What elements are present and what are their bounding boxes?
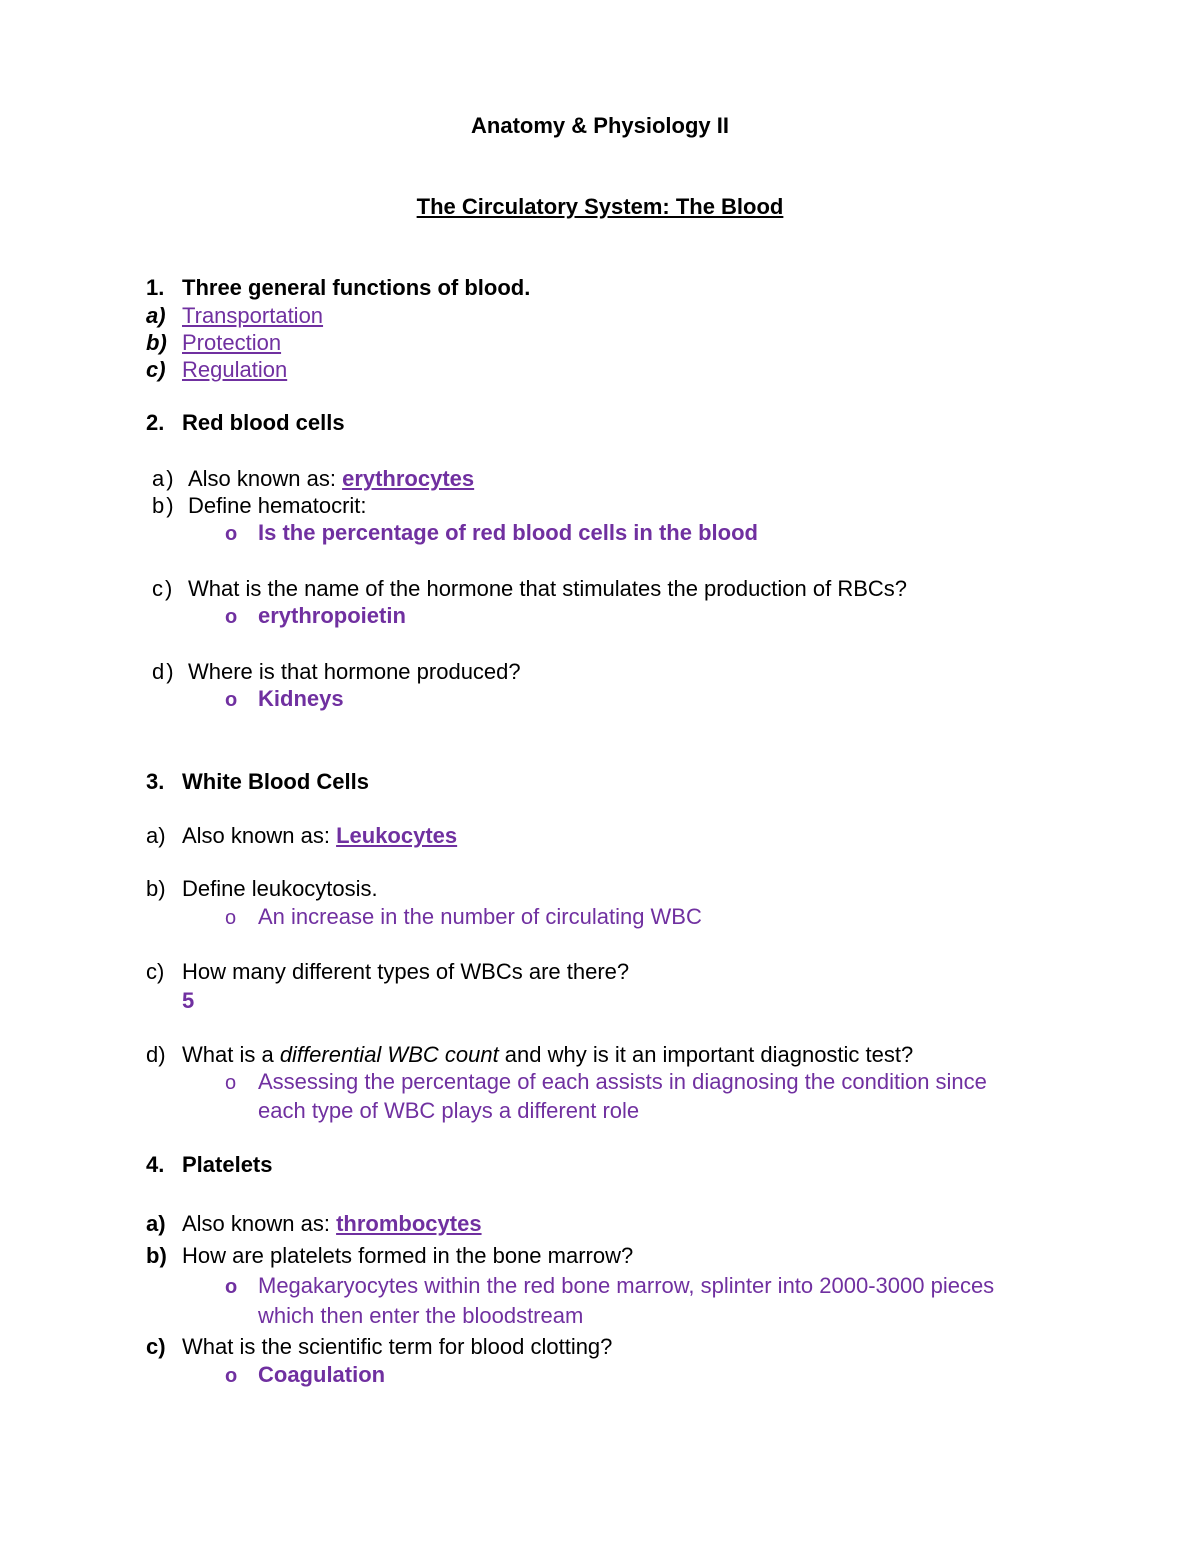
s2-question-b: [152, 492, 367, 520]
s1-item-b: [146, 329, 281, 357]
section-number: 1.: [146, 275, 165, 300]
s3-question-c: [146, 958, 629, 986]
question-text: and why is it an important diagnostic test?: [498, 1042, 914, 1067]
question-text: Also known as:: [182, 1211, 337, 1236]
section-2-heading: [146, 409, 345, 437]
section-3-heading: [146, 768, 369, 796]
bullet-icon: o: [225, 1365, 238, 1387]
question-text: What is a: [182, 1042, 280, 1067]
question-text: Also known as:: [188, 466, 343, 491]
section-number: 2.: [146, 410, 165, 435]
question-text: Where is that hormone produced?: [188, 659, 521, 684]
bullet-icon: o: [225, 1276, 238, 1298]
bullet-icon: o: [225, 606, 238, 628]
heading-text: Three general functions of blood.: [182, 275, 531, 300]
heading-text: White Blood Cells: [182, 769, 369, 794]
item-label: a): [152, 466, 176, 491]
s4-question-a: [146, 1210, 482, 1238]
s4-question-b: [146, 1242, 633, 1270]
s2-answer-d: Kidneys: [258, 686, 344, 711]
section-number: 4.: [146, 1152, 165, 1177]
s3-answer-d-line1: Assessing the percentage of each assists in diagnosing the condition since: [258, 1069, 987, 1094]
item-label: d): [152, 659, 176, 684]
doc-title: Anatomy & Physiology II: [471, 113, 729, 138]
bullet-icon: o: [225, 523, 238, 545]
item-label: a): [146, 303, 166, 328]
s2-question-d: [152, 658, 521, 686]
item-label: c): [146, 357, 166, 382]
s3-answer-b: An increase in the number of circulating WBC: [258, 904, 702, 929]
heading-text: Platelets: [182, 1152, 273, 1177]
item-label: c): [146, 1334, 166, 1359]
answer-text: Regulation: [182, 357, 288, 382]
s2-question-a: [152, 465, 474, 493]
answer-text: Transportation: [182, 303, 324, 328]
s3-question-d: [146, 1041, 913, 1069]
question-text: Define hematocrit:: [188, 493, 367, 518]
s4-answer-b-line1: Megakaryocytes within the red bone marrow, splinter into 2000-3000 pieces: [258, 1273, 995, 1298]
item-label: d): [146, 1042, 166, 1067]
s1-item-c: [146, 356, 287, 384]
question-text: What is the scientific term for blood clotting?: [182, 1334, 613, 1359]
item-label: b): [146, 330, 167, 355]
question-text: Define leukocytosis.: [182, 876, 378, 901]
answer-text: Protection: [182, 330, 282, 355]
doc-subtitle: The Circulatory System: The Blood: [416, 194, 784, 219]
question-emphasis: differential WBC count: [279, 1042, 499, 1067]
item-label: c): [146, 959, 165, 984]
bullet-icon: o: [225, 689, 238, 711]
item-label: b): [146, 1243, 167, 1268]
s4-answer-b-line2: which then enter the bloodstream: [258, 1303, 584, 1328]
s2-answer-c: erythropoietin: [258, 603, 406, 628]
question-text: Also known as:: [182, 823, 337, 848]
answer-text: thrombocytes: [336, 1211, 482, 1236]
s1-item-a: [146, 302, 323, 330]
question-text: What is the name of the hormone that stimulates the production of RBCs?: [188, 576, 908, 601]
item-label: a): [146, 823, 166, 848]
section-1-heading: [146, 274, 530, 302]
item-label: b): [146, 876, 166, 901]
section-4-heading: [146, 1151, 273, 1179]
answer-text: erythrocytes: [342, 466, 475, 491]
question-text: How are platelets formed in the bone marrow?: [182, 1243, 634, 1268]
s3-answer-d-line2: each type of WBC plays a different role: [258, 1098, 640, 1123]
bullet-icon: o: [225, 1072, 237, 1094]
section-number: 3.: [146, 769, 165, 794]
s3-question-a: [146, 822, 457, 850]
s4-answer-c: Coagulation: [258, 1362, 386, 1387]
bullet-icon: o: [225, 907, 237, 929]
item-label: c): [152, 576, 175, 601]
s3-question-b: [146, 875, 378, 903]
s4-question-c: [146, 1333, 612, 1361]
question-text: How many different types of WBCs are there?: [182, 959, 630, 984]
s3-answer-c: 5: [182, 988, 195, 1013]
item-label: b): [152, 493, 176, 518]
s2-question-c: [152, 575, 907, 603]
s2-answer-b: Is the percentage of red blood cells in the blood: [258, 520, 758, 545]
heading-text: Red blood cells: [182, 410, 345, 435]
item-label: a): [146, 1211, 166, 1236]
answer-text: Leukocytes: [336, 823, 458, 848]
